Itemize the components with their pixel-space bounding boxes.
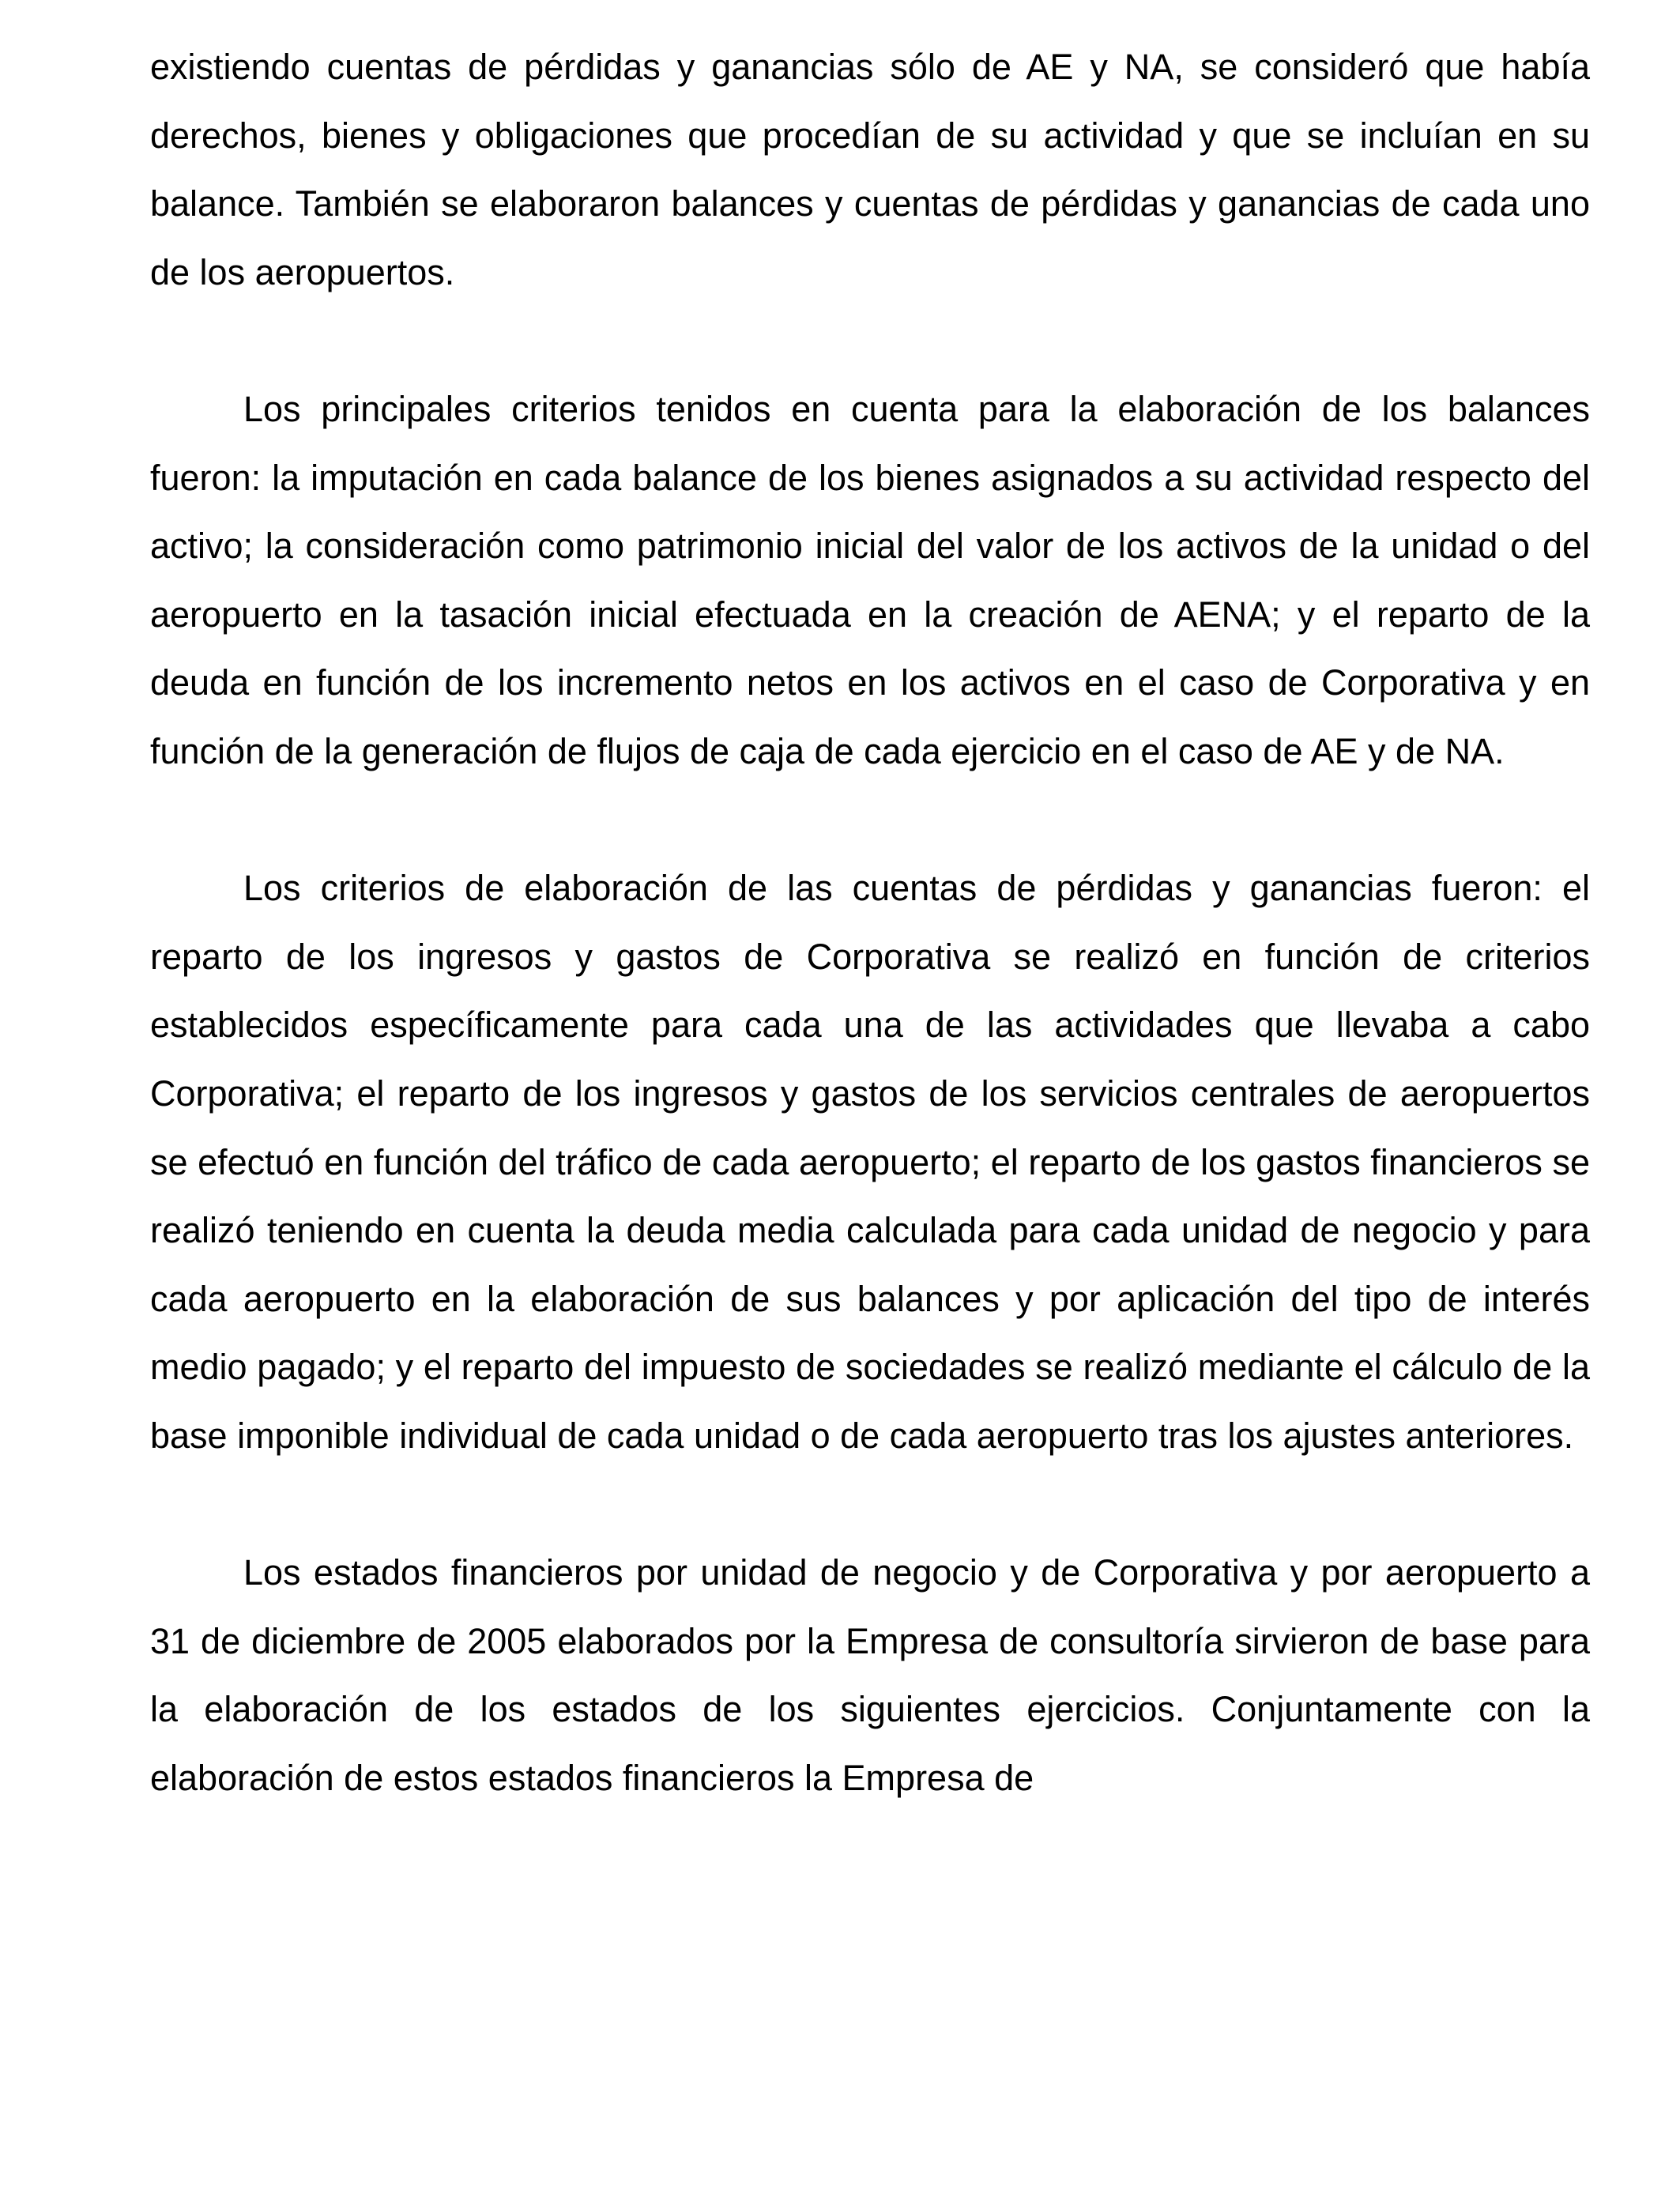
paragraph-profit-loss-criteria: Los criterios de elaboración de las cuentas de pérdidas y ganancias fueron: el reparto de los ingresos y gastos de Corporativa se realizó en función de criterios establecidos específicamente para cada una de las actividades que llevaba a cabo Corporativa; el reparto de los ingresos y gastos de los servicios centrales de aeropuertos se efectuó en función del tráfico de cada aeropuerto; el reparto de los gastos financieros se realizó teniendo en cuenta la deuda media calculada para cada unidad de negocio y para cada aeropuerto en la elaboración de sus balances y por aplicación del tipo de interés medio pagado; y el reparto del impuesto de sociedades se realizó mediante el cálculo de la base imponible individual de cada unidad o de cada aeropuerto tras los ajustes anteriores. — [150, 868, 1590, 1456]
paragraph-balance-criteria: Los principales criterios tenidos en cuenta para la elaboración de los balances fueron: la imputación en cada balance de los bienes asignados a su actividad respecto del activo; la consideración como patrimonio inicial del valor de los activos de la unidad o del aeropuerto en la tasación inicial efectuada en la creación de AENA; y el reparto de la deuda en función de los incremento netos en los activos en el caso de Corporativa y en función de la generación de flujos de caja de cada ejercicio en el caso de AE y de NA. — [150, 388, 1590, 771]
document-page — [150, 33, 1590, 1812]
paragraph-continuation: existiendo cuentas de pérdidas y ganancias sólo de AE y NA, se consideró que había derechos, bienes y obligaciones que procedían de su actividad y que se incluían en su balance. También se elaboraron balances y cuentas de pérdidas y ganancias de cada uno de los aeropuertos. — [150, 47, 1590, 292]
paragraph-financial-statements: Los estados financieros por unidad de negocio y de Corporativa y por aeropuerto a 31 de diciembre de 2005 elaborados por la Empresa de consultoría sirvieron de base para la elaboración de los estados de los siguientes ejercicios. Conjuntamente con la elaboración de estos estados financieros la Empresa de — [150, 1552, 1590, 1798]
